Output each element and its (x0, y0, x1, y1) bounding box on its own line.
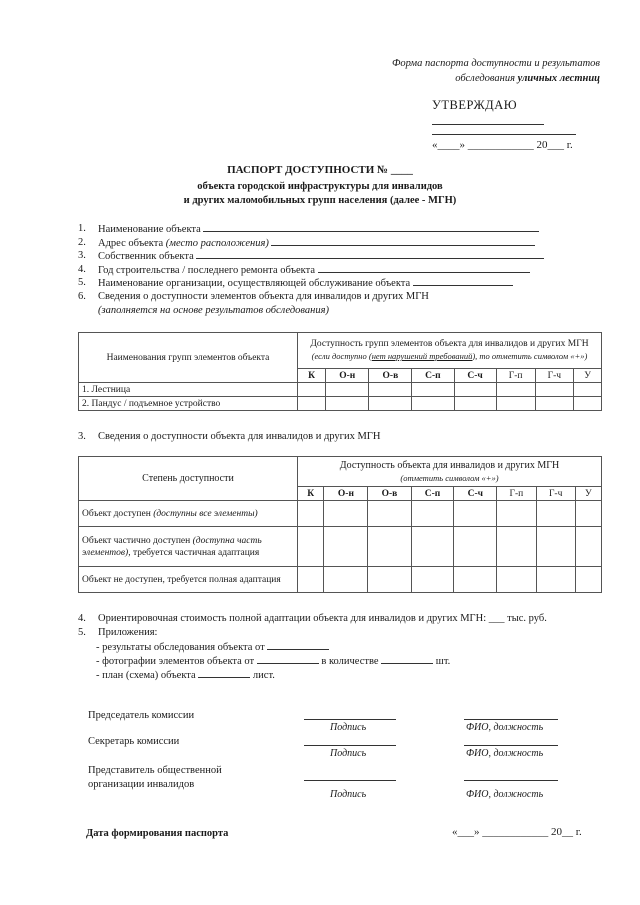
cell[interactable] (324, 501, 368, 527)
cell[interactable] (536, 567, 575, 593)
cell[interactable] (298, 567, 324, 593)
cell[interactable] (454, 383, 496, 397)
item-note: (заполняется на основе результатов обследования) (98, 304, 329, 316)
cell[interactable] (298, 383, 326, 397)
table-row (79, 567, 602, 593)
accessibility-table (78, 456, 602, 593)
cell[interactable] (454, 527, 497, 567)
table-head-italic-end: ), то отметить символом «+») (472, 351, 588, 361)
form-note (392, 56, 600, 86)
representative-line-2: организации инвалидов (88, 779, 195, 790)
item-label: Наименование организации, осуществляющей обслуживание объекта (98, 278, 411, 290)
cell[interactable] (497, 501, 537, 527)
approve-line-2 (432, 134, 576, 135)
fill-line (257, 654, 319, 664)
item-text (98, 222, 539, 237)
table-head-italic-underlined: нет нарушений требований (371, 351, 473, 361)
table-row (79, 397, 602, 411)
col-gp: Г-п (497, 487, 537, 501)
date-formed-value: «___» ____________ 20__ г. (452, 826, 582, 838)
col-ov: О-в (369, 369, 412, 383)
rep-name-line (464, 780, 558, 781)
chair-name-caption: ФИО, должность (466, 722, 544, 733)
fill-line (318, 263, 530, 273)
form-note-line2-a: обследования (455, 73, 518, 84)
secretary-sign-line (304, 745, 396, 746)
item-num: 3. (78, 250, 86, 262)
fill-line (413, 276, 513, 286)
cell[interactable] (535, 397, 574, 411)
item-label: Собственник объекта (98, 251, 194, 263)
chair-label: Председатель комиссии (88, 710, 195, 721)
section-num: 3. (78, 431, 86, 442)
table-head-italic: (если доступно ( (311, 351, 372, 361)
fill-line (381, 654, 433, 664)
table-head-left: Наименования групп элементов объекта (79, 333, 298, 383)
secretary-label: Секретарь комиссии (88, 736, 180, 747)
col-sch: С-ч (454, 487, 497, 501)
elements-table (78, 332, 602, 411)
item-text (98, 263, 530, 278)
section-num: 5. (78, 627, 86, 638)
table-head-text: Доступность объекта для инвалидов и других МГН (339, 459, 560, 471)
cell[interactable] (324, 567, 368, 593)
col-sch: С-ч (454, 369, 496, 383)
col-k: К (298, 369, 326, 383)
table-head-text: Доступность групп элементов объекта для инвалидов и других МГН (310, 339, 589, 349)
row-label: Объект не доступен, требуется полная адаптация (79, 567, 298, 593)
item-num: 2. (78, 236, 86, 248)
cell[interactable] (369, 397, 412, 411)
table-head-right (298, 457, 602, 487)
cell[interactable] (369, 383, 412, 397)
item-text (98, 276, 513, 291)
cell[interactable] (368, 527, 411, 567)
cell[interactable] (324, 527, 368, 567)
cell[interactable] (496, 383, 535, 397)
cell[interactable] (536, 527, 575, 567)
section-text: Приложения: (98, 627, 158, 638)
cell[interactable] (298, 527, 324, 567)
cell[interactable] (497, 527, 537, 567)
table-row (79, 501, 602, 527)
item-text (98, 236, 535, 251)
chair-name-line (464, 719, 558, 720)
passport-title: ПАСПОРТ ДОСТУПНОСТИ № ____ (227, 164, 413, 176)
section-text: Ориентировочная стоимость полной адаптации объекта для инвалидов и других МГН: ___ тыс. руб. (98, 613, 547, 624)
table-row (79, 527, 602, 567)
attachment-label-3: шт. (435, 656, 451, 667)
fill-line (271, 236, 535, 246)
cell[interactable] (454, 567, 497, 593)
cell[interactable] (412, 397, 454, 411)
row-label (79, 501, 298, 527)
col-on: О-н (324, 487, 368, 501)
chair-sign-caption: Подпись (330, 722, 367, 733)
attachment-label: - результаты обследования объекта от (96, 642, 265, 653)
item-label: Адрес объекта (98, 237, 166, 249)
cell[interactable] (411, 501, 454, 527)
cell[interactable] (298, 501, 324, 527)
secretary-name-caption: ФИО, должность (466, 748, 544, 759)
row-text: Объект доступен (82, 508, 154, 519)
attachment-label: - фотографии элементов объекта от (96, 656, 255, 667)
rep-name-caption: ФИО, должность (466, 789, 544, 800)
row-italic: (доступна часть элементов) (82, 535, 262, 558)
item-italic: (место расположения) (165, 237, 269, 249)
col-gch: Г-ч (536, 487, 575, 501)
cell[interactable] (574, 383, 602, 397)
fill-line (196, 249, 544, 259)
col-sp: С-п (412, 369, 454, 383)
item-label: Год строительства / последнего ремонта объекта (98, 264, 316, 276)
passport-subtitle-1: объекта городской инфраструктуры для инвалидов (197, 181, 443, 192)
item-num: 4. (78, 263, 86, 275)
col-gp: Г-п (496, 369, 535, 383)
row-label: 2. Пандус / подъемное устройство (79, 397, 298, 411)
item-label: Наименование объекта (98, 224, 201, 235)
cell[interactable] (368, 567, 411, 593)
table-row (79, 383, 602, 397)
cell[interactable] (575, 501, 601, 527)
col-u: У (574, 369, 602, 383)
attachment-label: - план (схема) объекта (96, 670, 196, 681)
item-num: 5. (78, 277, 86, 289)
cell[interactable] (326, 397, 369, 411)
attachment-label-2: лист. (252, 670, 275, 681)
section-3 (78, 431, 380, 442)
secretary-name-line (464, 745, 558, 746)
fill-line (267, 640, 329, 650)
cell[interactable] (411, 567, 454, 593)
cell[interactable] (497, 567, 537, 593)
row-italic: (доступны все элементы) (153, 508, 258, 519)
cell[interactable] (454, 501, 497, 527)
approve-line-1 (432, 124, 544, 125)
cell[interactable] (496, 397, 535, 411)
table-head-right (298, 333, 602, 369)
cell[interactable] (575, 527, 601, 567)
col-k: К (298, 487, 324, 501)
cell[interactable] (411, 527, 454, 567)
section-num: 4. (78, 613, 86, 624)
form-note-line2 (392, 71, 600, 86)
cell[interactable] (536, 501, 575, 527)
col-gch: Г-ч (535, 369, 574, 383)
rep-sign-line (304, 780, 396, 781)
representative-line-1: Представитель общественной (88, 765, 222, 776)
item-num: 1. (78, 223, 86, 234)
approve-date: «____» ____________ 20___ г. (432, 139, 573, 151)
cell[interactable] (368, 501, 411, 527)
col-u: У (575, 487, 601, 501)
cell[interactable] (412, 383, 454, 397)
date-formed-label: Дата формирования паспорта (86, 828, 229, 839)
cell[interactable] (575, 567, 601, 593)
table-head-left: Степень доступности (79, 457, 298, 501)
row-text: Объект частично доступен (82, 535, 193, 546)
representative-label (88, 764, 222, 792)
cell[interactable] (454, 397, 496, 411)
secretary-sign-caption: Подпись (330, 748, 367, 759)
approve-title: УТВЕРЖДАЮ (432, 98, 518, 112)
item-label: Сведения о доступности элементов объекта для инвалидов и других МГН (98, 290, 429, 302)
passport-subtitle-2: и других маломобильных групп населения (далее - МГН) (183, 195, 457, 206)
rep-sign-caption: Подпись (330, 789, 367, 800)
form-note-line1: Форма паспорта доступности и результатов (391, 58, 600, 69)
col-sp: С-п (411, 487, 454, 501)
row-label (79, 527, 298, 567)
fill-line (203, 222, 539, 232)
item-text (98, 290, 429, 304)
item-num: 6. (78, 290, 86, 302)
table-head-italic: (отметить символом «+») (400, 472, 499, 483)
cell[interactable] (535, 383, 574, 397)
cell[interactable] (574, 397, 602, 411)
attachment-label-2: в количестве (321, 656, 379, 667)
form-note-line2-b: уличных лестниц (517, 73, 600, 84)
item-text (98, 249, 544, 264)
chair-sign-line (304, 719, 396, 720)
cell[interactable] (326, 383, 369, 397)
col-on: О-н (326, 369, 369, 383)
row-label: 1. Лестница (79, 383, 298, 397)
cell[interactable] (298, 397, 326, 411)
fill-line (198, 668, 250, 678)
section-text: Сведения о доступности объекта для инвалидов и других МГН (98, 431, 381, 442)
row-text-2: , требуется частичная адаптация (128, 547, 260, 558)
col-ov: О-в (368, 487, 411, 501)
